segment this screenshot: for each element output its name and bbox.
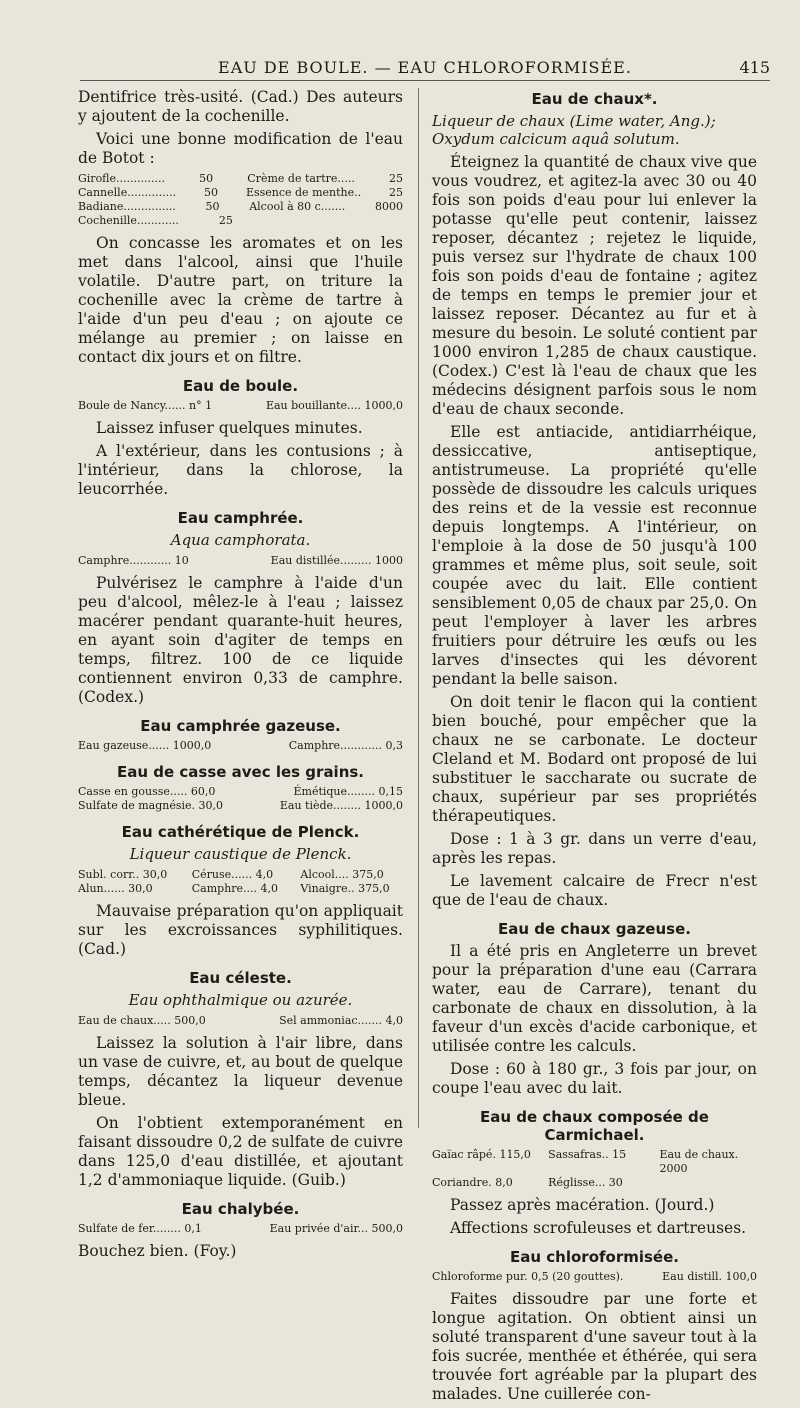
ingredient: Sel ammoniac....... 4,0 — [279, 1014, 403, 1027]
ingredient: Casse en gousse..... 60,0 — [78, 785, 216, 798]
ingredient: Sulfate de magnésie. 30,0 — [78, 799, 224, 812]
section-title: Eau cathérétique de Plenck. — [121, 823, 360, 841]
running-head — [80, 58, 770, 81]
paragraph: Il a été pris en Angleterre un brevet pour la préparation d'une eau (Carrara water, eau de Carrare), tenant du carbonate de chaux en dissolution, à la faveur d'un excès d'acide carbonique, et utilisée contre les calculs. — [432, 942, 757, 1055]
paragraph: Laissez la solution à l'air libre, dans un vase de cuivre, et, au bout de quelque temps, décantez la liqueur devenue bleue. — [78, 1034, 403, 1109]
paragraph: Laissez infuser quelques minutes. — [96, 419, 363, 437]
left-column — [78, 88, 403, 1265]
section-title: Eau chalybée. — [181, 1200, 300, 1218]
paragraph: Affections scrofuleuses et dartreuses. — [450, 1219, 747, 1237]
latin-name: Liqueur de chaux (Lime water, Ang.); Oxydum calcicum aquâ solutum. — [432, 112, 716, 148]
section-title: Eau chloroformisée. — [510, 1248, 679, 1266]
paragraph: On doit tenir le flacon qui la contient bien bouché, pour empêcher que la chaux ne se carbonate. Le docteur Cleland et M. Bodard ont proposé de lui substituer le saccharate ou sucrate de chaux, supérieur par ses propriétés thérapeutiques. — [432, 693, 757, 825]
ingredient: Eau de chaux..... 500,0 — [78, 1014, 206, 1027]
ingredient: Alun...... 30,0 — [78, 882, 153, 895]
ingredient: Camphre............ 0,3 — [288, 739, 403, 752]
ingredient: Gaïac râpé. 115,0 — [432, 1148, 531, 1161]
section-title: Eau camphrée. — [177, 509, 304, 527]
latin-name: Aqua camphorata. — [170, 531, 311, 549]
quantity: 25 — [389, 172, 403, 185]
paragraph: Le lavement calcaire de Frecr n'est que de l'eau de chaux. — [432, 872, 757, 909]
ingredient: Camphre.... 4,0 — [191, 882, 279, 895]
botot-recipe — [78, 172, 403, 228]
ingredient: Eau tiède........ 1000,0 — [279, 799, 403, 812]
paragraph: Dose : 1 à 3 gr. dans un verre d'eau, après les repas. — [432, 830, 757, 867]
ingredient: Chloroforme pur. 0,5 (20 gouttes). — [432, 1270, 624, 1283]
paragraph: On l'obtient extemporanément en faisant dissoudre 0,2 de sulfate de cuivre dans 125,0 d'eau distillée, et ajoutant 1,2 d'ammoniaque liquide. (Guib.) — [78, 1114, 403, 1189]
latin-name: Eau ophthalmique ou azurée. — [128, 991, 353, 1009]
paragraph: Pulvérisez le camphre à l'aide d'un peu d'alcool, mêlez-le à l'eau ; laissez macérer pendant quarante-huit heures, en ayant soin d'agiter de temps en temps, filtrez. 100 de ce liquide contiennent environ 0,33 de camphre. (Codex.) — [78, 574, 403, 706]
recipe-line — [78, 214, 403, 228]
page-number: 415 — [739, 58, 770, 77]
recipe-line — [78, 882, 403, 896]
ingredient: Eau privée d'air... 500,0 — [269, 1222, 403, 1235]
ingredient: Cannelle.............. — [78, 186, 177, 199]
section-title: Eau de casse avec les grains. — [116, 763, 365, 781]
paragraph: Passez après macération. (Jourd.) — [450, 1196, 715, 1214]
section-title: Eau de chaux*. — [531, 90, 658, 108]
ingredient: Alcool.... 375,0 — [300, 868, 384, 881]
quantity: 50 — [199, 172, 214, 185]
ingredient: Subl. corr.. 30,0 — [78, 868, 168, 881]
running-title: EAU DE BOULE. — EAU CHLOROFORMISÉE. — [218, 58, 632, 77]
recipe-line — [78, 554, 403, 568]
casse-recipe — [78, 785, 403, 813]
recipe-line — [78, 399, 403, 413]
ingredient: Vinaigre.. 375,0 — [300, 882, 390, 895]
paragraph: Faites dissoudre par une forte et longue agitation. On obtient ainsi un soluté transparent d'une saveur tout à la fois sucrée, menthée et éthérée, qui sera trouvée fort agréable par la plupart des malades. Une cuillerée con- — [432, 1290, 757, 1403]
ingredient: Eau de chaux. 2000 — [659, 1148, 739, 1175]
ingredient: Alcool à 80 c....... — [249, 200, 346, 213]
recipe-line — [78, 172, 403, 186]
quantity: 50 — [204, 186, 219, 199]
recipe-line — [432, 1148, 757, 1176]
paragraph: Dentifrice très-usité. (Cad.) Des auteurs y ajoutent de la cochenille. — [78, 88, 403, 125]
quantity: 8000 — [375, 200, 403, 213]
section-title: Eau de chaux composée de Carmichael. — [480, 1108, 709, 1144]
column-divider — [418, 88, 419, 1128]
paragraph: Éteignez la quantité de chaux vive que vous voudrez, et agitez-la avec 30 ou 40 fois son poids d'eau pour lui enlever la potasse qu'elle peut contenir, laissez reposer, décantez ; rejetez le liquide, puis versez sur l'hydrate de chaux 100 fois son poids d'eau de fontaine ; agitez de temps en temps le premier jour et laissez reposer. Décantez au fur et à mesure du besoin. Le soluté contient par 1000 environ 1,285 de chaux caustique. (Codex.) C'est là l'eau de chaux que les médecins désignent parfois sous le nom d'eau de chaux seconde. — [432, 153, 757, 418]
ingredient: Eau distill. 100,0 — [662, 1270, 757, 1283]
paragraph: Mauvaise préparation qu'on appliquait sur les excroissances syphilitiques. (Cad.) — [78, 902, 403, 958]
recipe-line — [78, 200, 403, 214]
plenck-recipe — [78, 868, 403, 896]
ingredient: Sassafras.. 15 — [548, 1148, 627, 1161]
paragraph: A l'extérieur, dans les contusions ; à l'intérieur, dans la chlorose, la leucorrhée. — [78, 442, 403, 498]
recipe-line — [432, 1176, 757, 1190]
ingredient: Essence de menthe.. — [245, 186, 362, 199]
ingredient: Girofle.............. — [78, 172, 165, 185]
section-title: Eau de chaux gazeuse. — [498, 920, 691, 938]
recipe-line — [78, 1014, 403, 1028]
ingredient: Badiane............... — [78, 200, 176, 213]
quantity: 25 — [389, 186, 403, 199]
ingredient: Eau gazeuse...... 1000,0 — [78, 739, 212, 752]
paragraph: On concasse les aromates et on les met dans l'alcool, ainsi que l'huile volatile. D'autre part, on triture la cochenille avec la crème de tartre à l'aide d'un peu d'eau ; on ajoute ce mélange au premier ; on laisse en contact dix jours et on filtre. — [78, 234, 403, 366]
section-title: Eau camphrée gazeuse. — [140, 717, 341, 735]
ingredient: Eau bouillante.... 1000,0 — [265, 399, 403, 412]
recipe-line — [432, 1270, 757, 1284]
recipe-line — [78, 186, 403, 200]
paragraph: Elle est antiacide, antidiarrhéique, dessiccative, antiseptique, antistrumeuse. La propriété qu'elle possède de dissoudre les calculs uriques des reins et de la vessie est reconnue depuis longtemps. A l'intérieur, on l'emploie à la dose de 50 jusqu'à 100 grammes et même plus, soit seule, soit coupée avec du lait. Elle contient sensiblement 0,05 de chaux par 25,0. On peut l'employer à laver les arbres fruitiers pour détruire les œufs ou les larves d'insectes qui les dévorent pendant la belle saison. — [432, 423, 757, 688]
ingredient: Émétique........ 0,15 — [293, 785, 403, 798]
ingredient: Sulfate de fer........ 0,1 — [78, 1222, 202, 1235]
ingredient: Céruse...... 4,0 — [191, 868, 274, 881]
ingredient: Réglisse... 30 — [548, 1176, 623, 1189]
quantity: 50 — [205, 200, 220, 213]
section-title: Eau céleste. — [189, 969, 292, 987]
latin-name: Liqueur caustique de Plenck. — [129, 845, 352, 863]
ingredient: Eau distillée......... 1000 — [270, 554, 403, 567]
recipe-line — [78, 739, 403, 753]
ingredient: Camphre............ 10 — [78, 554, 189, 567]
ingredient — [659, 1176, 757, 1190]
recipe-line — [78, 1222, 403, 1236]
quantity: 25 — [218, 214, 233, 227]
ingredient: Cochenille............ — [78, 214, 179, 227]
paragraph: Dose : 60 à 180 gr., 3 fois par jour, on coupe l'eau avec du lait. — [432, 1060, 757, 1097]
ingredient: Crème de tartre..... — [247, 172, 355, 185]
right-column — [432, 88, 757, 1408]
recipe-line — [78, 868, 403, 882]
recipe-line — [78, 799, 403, 813]
paragraph: Voici une bonne modification de l'eau de Botot : — [78, 130, 403, 167]
carmichael-recipe — [432, 1148, 757, 1190]
paragraph: Bouchez bien. (Foy.) — [78, 1242, 237, 1260]
recipe-line — [78, 785, 403, 799]
ingredient: Boule de Nancy...... n° 1 — [78, 399, 213, 412]
ingredient: Coriandre. 8,0 — [432, 1176, 513, 1189]
section-title: Eau de boule. — [182, 377, 299, 395]
